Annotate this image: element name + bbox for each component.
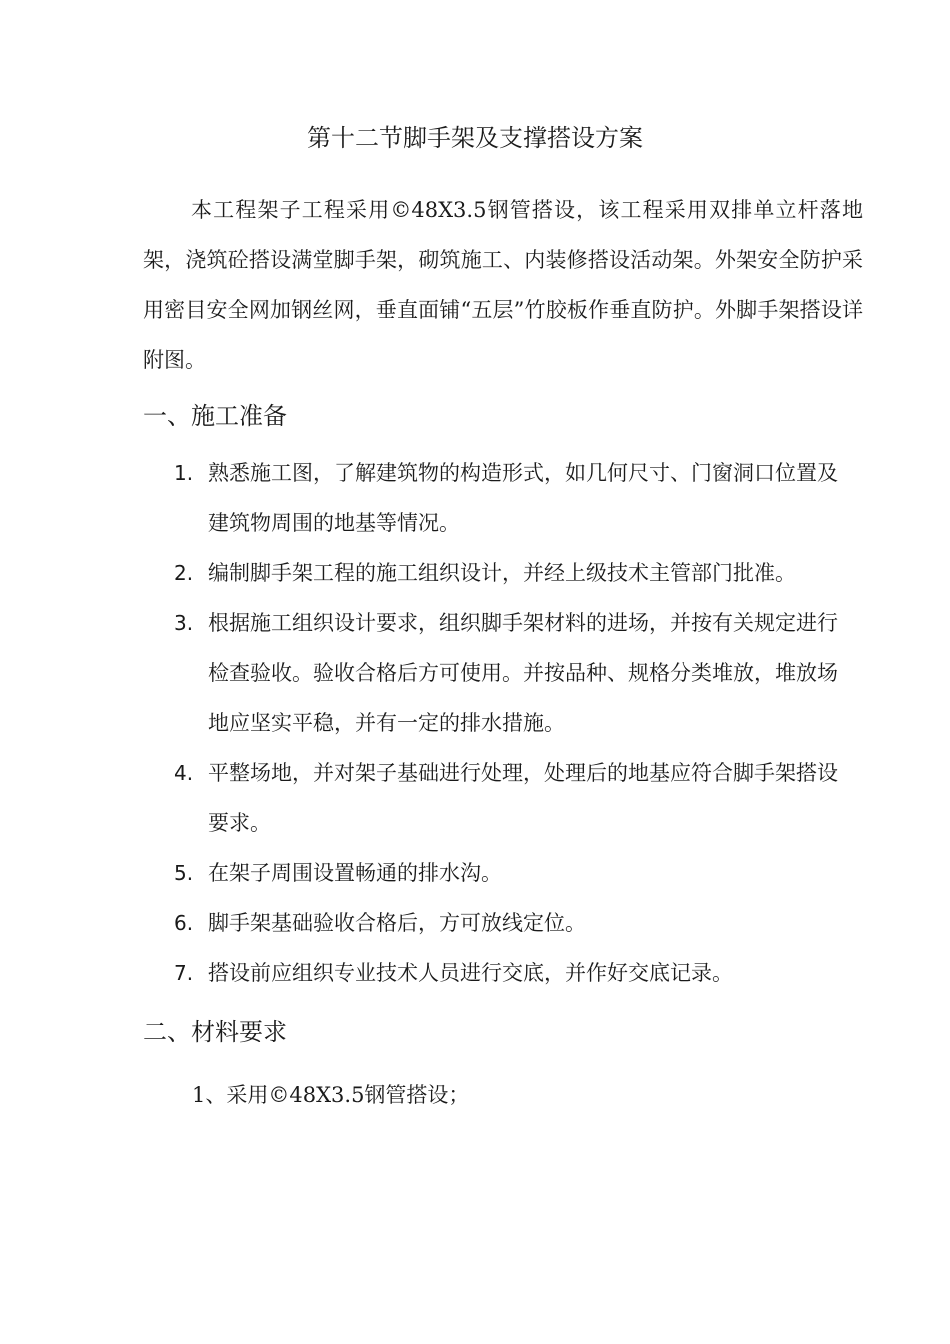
list-item (0, 548, 848, 598)
page-title: 第十二节脚手架及支撑搭设方案 (307, 124, 643, 152)
list-item (0, 948, 848, 998)
list-item (0, 598, 848, 748)
section-heading-materials: 二、材料要求 (143, 1018, 287, 1046)
list-item (0, 748, 848, 848)
list-item (0, 848, 848, 898)
list-item-number: 1. (174, 461, 194, 485)
list-item-number: 7. (174, 961, 194, 985)
list-item-text: 熟悉施工图，了解建筑物的构造形式，如几何尺寸、门窗洞口位置及建筑物周围的地基等情况。 (208, 461, 838, 535)
list-item-text: 在架子周围设置畅通的排水沟。 (208, 861, 502, 885)
list-item (0, 898, 848, 948)
list-item-text: 根据施工组织设计要求，组织脚手架材料的进场，并按有关规定进行检查验收。验收合格后方可使用。并按品种、规格分类堆放，堆放场地应坚实平稳，并有一定的排水措施。 (208, 611, 838, 735)
list-item-text: 平整场地，并对架子基础进行处理，处理后的地基应符合脚手架搭设要求。 (208, 761, 838, 835)
material-item: 1、采用©48X3.5钢管搭设； (192, 1083, 470, 1107)
list-item (0, 448, 848, 548)
list-item-number: 5. (174, 861, 194, 885)
list-item-number: 4. (174, 761, 194, 785)
list-item-number: 6. (174, 911, 194, 935)
list-item-text: 脚手架基础验收合格后，方可放线定位。 (208, 911, 586, 935)
section-heading-preparation: 一、施工准备 (143, 402, 287, 430)
preparation-list (0, 448, 950, 998)
list-item-text: 编制脚手架工程的施工组织设计，并经上级技术主管部门批准。 (208, 561, 796, 585)
intro-paragraph: 本工程架子工程采用©48X3.5钢管搭设，该工程采用双排单立杆落地架，浇筑砼搭设满堂脚手架，砌筑施工、内装修搭设活动架。外架安全防护采用密目安全网加钢丝网，垂直面铺“五层”竹胶板作垂直防护。外脚手架搭设详附图。 (143, 198, 863, 372)
list-item-text: 搭设前应组织专业技术人员进行交底，并作好交底记录。 (208, 961, 733, 985)
list-item-number: 3. (174, 611, 194, 635)
list-item-number: 2. (174, 561, 194, 585)
